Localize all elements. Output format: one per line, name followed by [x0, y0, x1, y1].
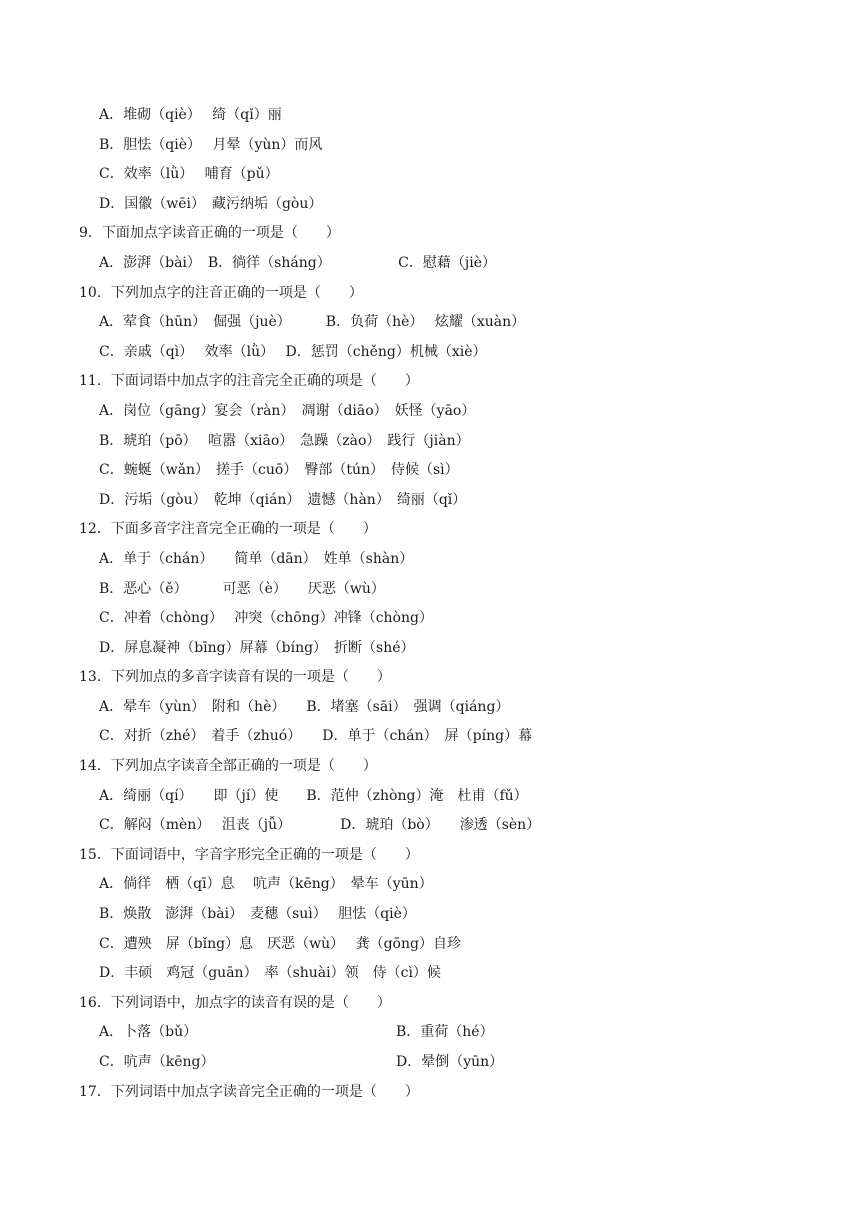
- option-text: B．焕散 澎湃（bài） 麦穗（suì） 胆怯（qiè）: [99, 906, 416, 923]
- option-text: D．屏息凝神（bīng）屏幕（bíng） 折断（shé）: [99, 639, 415, 656]
- option-text: C．解闷（mèn） 沮丧（jǚ） D．琥珀（bò） 渗透（sèn）: [99, 817, 541, 834]
- answer-option-row: [0, 429, 860, 459]
- question-text: 13．下列加点的多音字读音有误的一项是（ ）: [79, 669, 391, 686]
- option-text: A．荤食（hūn） 倔强（juè） B．负荷（hè） 炫耀（xuàn）: [99, 314, 526, 331]
- question-text: 14．下列加点字读音全部正确的一项是（ ）: [79, 758, 377, 775]
- question-stem: [0, 991, 860, 1021]
- option-text: C．效率（lǜ） 哺育（pǔ）: [99, 166, 279, 183]
- answer-option-row: [0, 103, 860, 133]
- question-stem: [0, 281, 860, 311]
- option-text: C．冲着（chòng） 冲突（chōng）冲锋（chòng）: [99, 610, 433, 627]
- option-text: B．恶心（ě） 可恶（è） 厌恶（wù）: [99, 580, 385, 597]
- question-stem: [0, 369, 860, 399]
- answer-option-row: [0, 458, 860, 488]
- answer-option-row: [0, 1020, 860, 1050]
- answer-option-row: [0, 399, 860, 429]
- question-text: 15．下面词语中，字音字形完全正确的一项是（ ）: [79, 846, 419, 863]
- answer-option-row: [0, 133, 860, 163]
- answer-option-row: [0, 251, 860, 281]
- answer-option-row: [0, 192, 860, 222]
- option-text: C．亲戚（qì） 效率（lǜ） D．惩罚（chěng）机械（xiè）: [99, 343, 487, 360]
- answer-option-row: [0, 872, 860, 902]
- question-text: 16．下列词语中，加点字的读音有误的是（ ）: [79, 994, 391, 1011]
- option-text: A．绮丽（qí） 即（jí）使 B．范仲（zhòng）淹 杜甫（fǔ）: [99, 787, 528, 804]
- question-text: 10．下列加点字的注音正确的一项是（ ）: [79, 284, 363, 301]
- answer-option-row: [0, 1050, 860, 1080]
- option-text: C．对折（zhé） 着手（zhuó） D．单于（chán） 屏（píng）幕: [99, 728, 533, 745]
- option-text: A．晕车（yùn） 附和（hè） B．堵塞（sāi） 强调（qiáng）: [99, 698, 510, 715]
- option-text: C．吭声（kēng）: [99, 1054, 215, 1070]
- answer-option-row: [0, 932, 860, 962]
- answer-option-row: [0, 577, 860, 607]
- answer-option-row: [0, 340, 860, 370]
- option-text: D．国徽（wēi） 藏污纳垢（gòu）: [99, 195, 323, 212]
- question-list: [0, 103, 860, 1109]
- option-text: D．丰硕 鸡冠（guān） 率（shuài）领 侍（cì）候: [99, 965, 441, 982]
- answer-option-row: [0, 636, 860, 666]
- option-text: D．晕倒（yūn）: [396, 1054, 504, 1070]
- option-text: B．琥珀（pō） 喧嚣（xiāo） 急躁（zào） 践行（jiàn）: [99, 432, 470, 449]
- option-text: A．倘徉 栖（qī）息 吭声（kēng） 晕车（yūn）: [99, 876, 433, 893]
- question-stem: [0, 517, 860, 547]
- option-text: A．卜落（bǔ）: [99, 1024, 198, 1041]
- answer-option-row: [0, 547, 860, 577]
- option-text: A．澎湃（bài） B．徜徉（sháng） C．慰藉（jiè）: [99, 254, 496, 271]
- question-stem: [0, 1080, 860, 1110]
- question-text: 17．下列词语中加点字读音完全正确的一项是（ ）: [79, 1083, 419, 1100]
- question-stem: [0, 221, 860, 251]
- answer-option-row: [0, 813, 860, 843]
- option-text: A．单于（chán） 简单（dān） 姓单（shàn）: [99, 550, 414, 567]
- answer-option-row: [0, 606, 860, 636]
- option-text: B．胆怯（qiè） 月晕（yùn）而风: [99, 136, 323, 153]
- option-text: C．蜿蜒（wǎn） 搓手（cuō） 臀部（tún） 侍候（sì）: [99, 462, 459, 479]
- answer-option-row: [0, 784, 860, 814]
- option-text: A．堆砌（qiè） 绮（qǐ）丽: [99, 107, 282, 123]
- answer-option-row: [0, 902, 860, 932]
- question-text: 11．下面词语中加点字的注音完全正确的项是（ ）: [79, 373, 419, 390]
- answer-option-row: [0, 695, 860, 725]
- answer-option-row: [0, 162, 860, 192]
- question-text: 12．下面多音字注音完全正确的一项是（ ）: [79, 521, 377, 538]
- option-text: B．重荷（hé）: [396, 1024, 494, 1041]
- answer-option-row: [0, 724, 860, 754]
- option-text: C．遭殃 屏（bǐng）息 厌恶（wù） 龚（gōng）自珍: [99, 935, 461, 952]
- answer-option-row: [0, 488, 860, 518]
- answer-option-row: [0, 961, 860, 991]
- answer-option-row: [0, 310, 860, 340]
- option-text: D．污垢（gòu） 乾坤（qián） 遗憾（hàn） 绮丽（qǐ）: [99, 491, 467, 508]
- question-stem: [0, 843, 860, 873]
- question-stem: [0, 754, 860, 784]
- question-text: 9．下面加点字读音正确的一项是（ ）: [79, 225, 340, 242]
- question-stem: [0, 665, 860, 695]
- option-text: A．岗位（gāng）宴会（ràn） 凋谢（diāo） 妖怪（yāo）: [99, 402, 476, 419]
